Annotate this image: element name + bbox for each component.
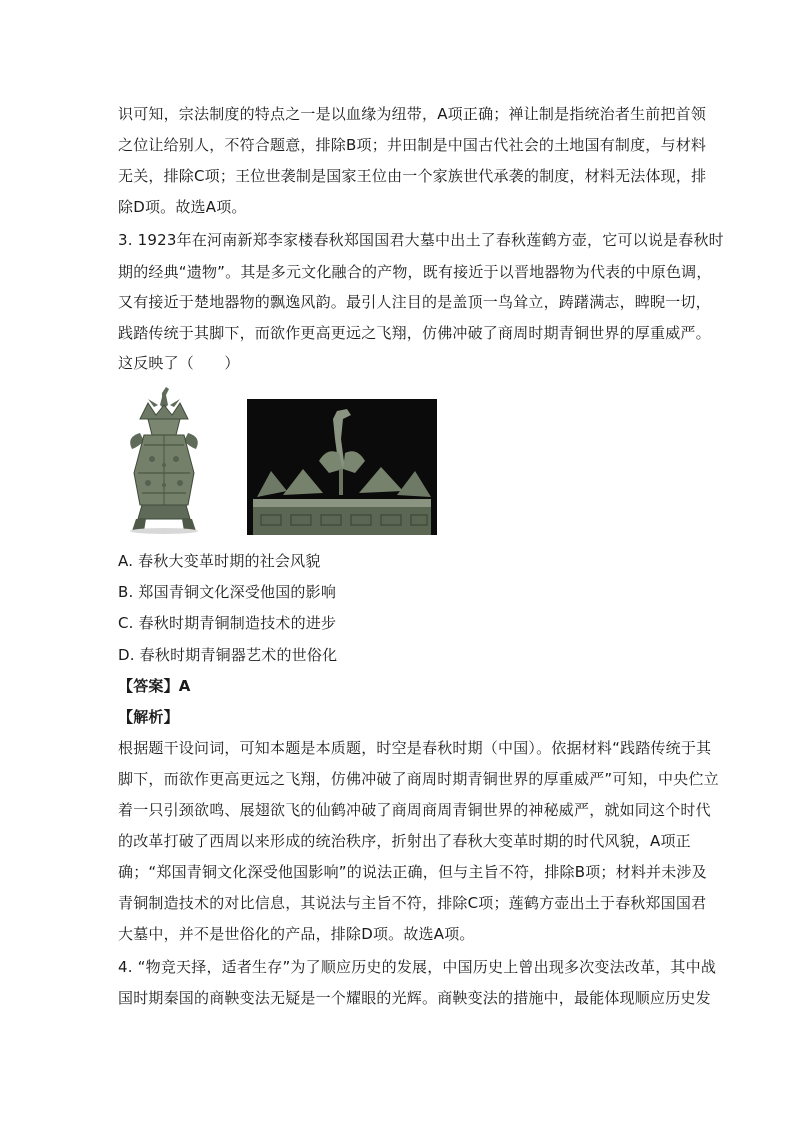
question-3-stem: 期的经典“遗物”。其是多元文化融合的产物，既有接近于以晋地器物为代表的中原色调， (118, 263, 712, 281)
analysis-line: 的改革打破了西周以来形成的统治秩序，折射出了春秋大变革时期的时代风貌，A项正 (118, 832, 691, 850)
question-4-stem: 4. “物竞天择，适者生存”为了顺应历史的发展，中国历史上曾出现多次变法改革，其中战 (118, 958, 717, 976)
question-3-stem: 践踏传统于其脚下，而欲作更高更远之飞翔，仿佛冲破了商周时期青铜世界的厚重威严。 (118, 324, 711, 342)
analysis-line: 着一只引颈欲鸣、展翅欲飞的仙鹤冲破了商周商周青铜世界的神秘威严，就如同这个时代 (118, 801, 711, 819)
answer-label: 【答案】A (118, 677, 191, 695)
analysis-label: 【解析】 (118, 708, 179, 726)
question-3-stem: 又有接近于楚地器物的飘逸风韵。最引人注目的是盖顶一鸟耸立，踌躇满志，睥睨一切， (118, 293, 711, 311)
option-a: A. 春秋大变革时期的社会风貌 (118, 552, 321, 570)
question-4-stem: 国时期秦国的商鞅变法无疑是一个耀眼的光辉。商鞅变法的措施中，最能体现顺应历史发 (118, 989, 711, 1007)
analysis-line: 脚下，而欲作更高更远之飞翔，仿佛冲破了商周时期青铜世界的厚重威严”可知，中央伫立 (118, 770, 719, 788)
analysis-line: 青铜制造技术的对比信息，其说法与主旨不符，排除C项；莲鹤方壶出土于春秋郑国国君 (118, 894, 707, 912)
text-line: 之位让给别人，不符合题意，排除B项；井田制是中国古代社会的土地国有制度，与材料 (118, 136, 707, 154)
option-c: C. 春秋时期青铜制造技术的进步 (118, 614, 337, 632)
option-b: B. 郑国青铜文化深受他国的影响 (118, 583, 337, 601)
question-3-stem: 这反映了（ ） (118, 354, 240, 372)
text-line: 识可知，宗法制度的特点之一是以血缘为纽带，A项正确；禅让制是指统治者生前把首领 (118, 105, 707, 123)
option-d: D. 春秋时期青铜器艺术的世俗化 (118, 646, 338, 664)
crane-closeup-photo (247, 399, 437, 535)
analysis-line: 确；“郑国青铜文化深受他国影响”的说法正确，但与主旨不符，排除B项；材料并未涉及 (118, 863, 707, 881)
text-line: 除D项。故选A项。 (118, 198, 247, 216)
question-3-stem: 3. 1923年在河南新郑李家楼春秋郑国国君大墓中出土了春秋莲鹤方壶，它可以说是春秋时 (118, 231, 724, 249)
text-line: 无关，排除C项；王位世袭制是国家王位由一个家族世代承袭的制度，材料无法体现，排 (118, 167, 707, 185)
analysis-line: 根据题干设问词，可知本题是本质题，时空是春秋时期（中国）。依据材料“践踏传统于其 (118, 739, 712, 757)
lotus-crane-vessel-image (118, 385, 210, 535)
analysis-line: 大墓中，并不是世俗化的产品，排除D项。故选A项。 (118, 925, 475, 943)
